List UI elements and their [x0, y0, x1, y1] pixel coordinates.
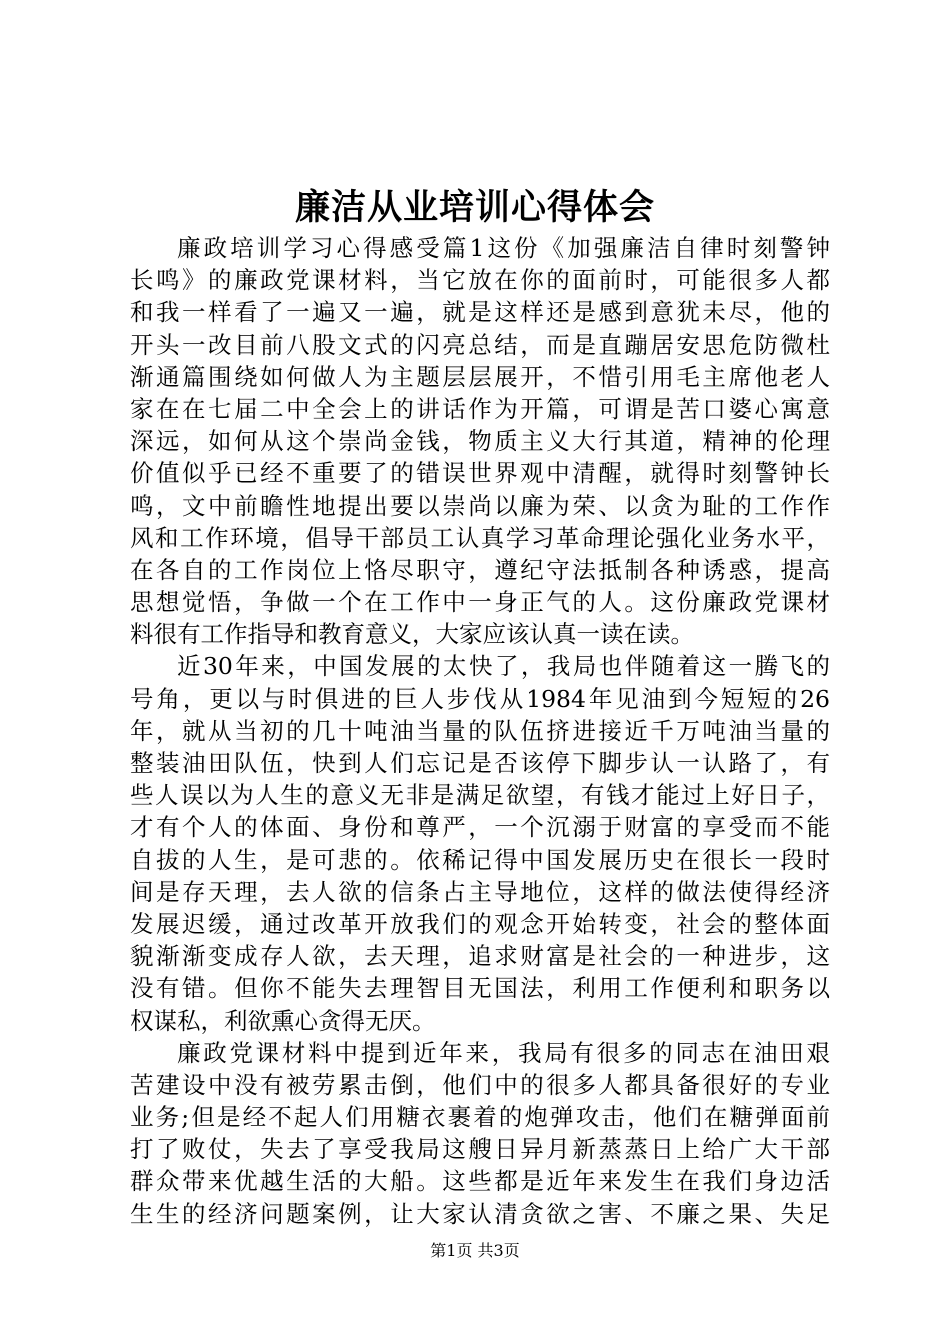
text-line: 长鸣》的廉政党课材料，当它放在你的面前时，可能很多人都	[130, 266, 830, 295]
text-line: 权谋私，利欲熏心贪得无厌。	[130, 1006, 436, 1035]
text-line: 廉政培训学习心得感受篇1这份《加强廉洁自律时刻警钟	[177, 234, 830, 262]
text-line: 貌渐渐变成存人欲，去天理，追求财富是社会的一种进步，这	[130, 942, 830, 971]
document-title: 廉洁从业培训心得体会	[294, 187, 655, 228]
text-line: 家在在七届二中全会上的讲话作为开篇，可谓是苦口婆心寓意	[130, 394, 830, 423]
text-line: 打了败仗，失去了享受我局这艘日异月新蒸蒸日上给广大干部	[130, 1135, 830, 1164]
text-line: 号角，更以与时俱进的巨人步伐从1984年见油到今短短的26	[130, 684, 830, 713]
text-line: 廉政党课材料中提到近年来，我局有很多的同志在油田艰	[177, 1038, 830, 1067]
text-line: 才有个人的体面、身份和尊严，一个沉溺于财富的享受而不能	[130, 813, 830, 842]
text-line: 苦建设中没有被劳累击倒，他们中的很多人都具备很好的专业	[130, 1070, 830, 1099]
text-line: 间是存天理，去人欲的信条占主导地位，这样的做法使得经济	[130, 877, 830, 906]
text-line: 群众带来优越生活的大船。这些都是近年来发生在我们身边活	[130, 1167, 830, 1196]
text-line: 自拔的人生，是可悲的。依稀记得中国发展历史在很长一段时	[130, 845, 830, 874]
text-line: 开头一改目前八股文式的闪亮总结，而是直蹦居安思危防微杜	[130, 330, 830, 359]
text-line: 在各自的工作岗位上恪尽职守，遵纪守法抵制各种诱惑，提高	[130, 555, 830, 584]
text-line: 发展迟缓，通过改革开放我们的观念开始转变，社会的整体面	[130, 909, 830, 938]
paragraph	[130, 232, 830, 650]
text-line: 近30年来，中国发展的太快了，我局也伴随着这一腾飞的	[177, 652, 830, 681]
paragraph	[130, 650, 830, 1036]
text-line: 料很有工作指导和教育意义，大家应该认真一读在读。	[130, 620, 694, 649]
text-line: 深远，如何从这个崇尚金钱，物质主义大行其道，精神的伦理	[130, 427, 830, 456]
text-line: 年，就从当初的几十吨油当量的队伍挤进接近千万吨油当量的	[130, 716, 830, 745]
text-line: 业务;但是经不起人们用糖衣裹着的炮弹攻击，他们在糖弹面前	[130, 1103, 830, 1132]
text-line: 价值似乎已经不重要了的错误世界观中清醒，就得时刻警钟长	[130, 459, 830, 488]
document-body	[130, 232, 830, 1230]
text-line: 些人误以为人生的意义无非是满足欲望，有钱才能过上好日子，	[130, 781, 830, 810]
text-line: 生生的经济问题案例，让大家认清贪欲之害、不廉之果、失足	[130, 1199, 830, 1228]
text-line: 整装油田队伍，快到人们忘记是否该停下脚步认一认路了，有	[130, 749, 830, 777]
text-line: 思想觉悟，争做一个在工作中一身正气的人。这份廉政党课材	[130, 588, 830, 617]
text-line: 和我一样看了一遍又一遍，就是这样还是感到意犹未尽，他的	[130, 298, 830, 327]
page-footer: 第1页 共3页	[430, 1241, 520, 1260]
text-line: 风和工作环境，倡导干部员工认真学习革命理论强化业务水平，	[130, 523, 830, 552]
text-line: 渐通篇围绕如何做人为主题层层展开，不惜引用毛主席他老人	[130, 362, 830, 391]
text-line: 鸣，文中前瞻性地提出要以崇尚以廉为荣、以贪为耻的工作作	[130, 491, 830, 520]
paragraph	[130, 1037, 830, 1230]
text-line: 没有错。但你不能失去理智目无国法，利用工作便利和职务以	[130, 974, 830, 1003]
